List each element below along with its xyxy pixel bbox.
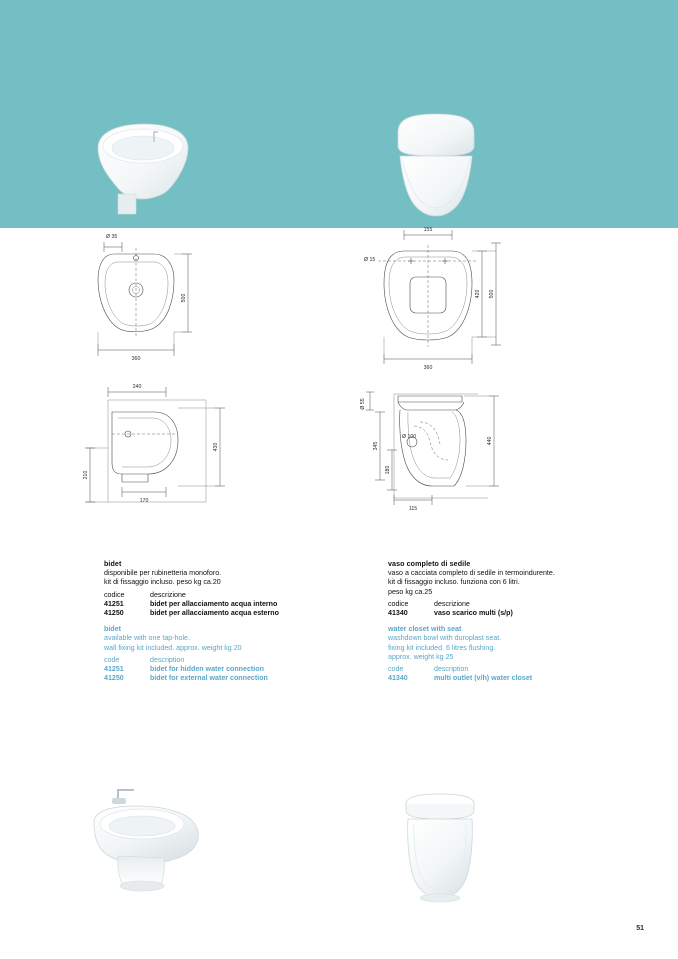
wc-desc-it-1: vaso a cacciata completo di sedile in termoindurente. [388,569,555,578]
bidet-head-desc-en: description [150,655,185,664]
table-row [388,674,648,683]
dim-bidet-side-top: 240 [132,384,142,390]
dim-wc-width: 360 [423,365,433,371]
bidet-desc-it-1: disponibile per rubinetteria monoforo. [104,569,222,578]
bidet-desc-it-2: kit di fissaggio incluso. peso kg ca.20 [104,578,221,587]
wc-desc-en-1: washdown bowl with duroplast seat. [388,634,502,643]
dim-bidet-width: 360 [131,356,141,362]
bidet-desc-en-1: available with one tap-hole. [104,634,190,643]
bidet-side-drawing [78,378,293,513]
wc-head-code-en: code [388,665,404,674]
dim-bidet-base: 170 [139,498,149,504]
wc-desc-it-3: peso kg ca.25 [388,587,433,596]
bidet-row-desc-en-0: bidet for hidden water connection [150,665,264,674]
bidet-row-code-en-0: 41251 [104,665,124,674]
page-number: 51 [636,925,644,932]
bidet-plan-drawing [92,228,292,373]
bidet-row-desc-it-0: bidet per allacciamento acqua interno [150,599,278,608]
bidet-head-code-it: codice [104,590,125,599]
table-row [104,609,354,618]
wc-row-code-it-0: 41340 [388,609,408,618]
wc-row-desc-it-0: vaso scarico multi (s/p) [434,609,513,618]
wc-row-desc-en-0: multi outlet (v/h) water closet [434,674,533,683]
bidet-table-head-en [104,656,354,665]
dim-wc-h3: 440 [487,436,493,446]
dim-wc-outer: 500 [489,289,495,299]
dim-wc-hole: Ø 15 [364,257,376,263]
water-closet-photo-top [388,112,488,222]
dim-bidet-left: 210 [83,470,89,480]
water-closet-description-block [388,560,648,683]
dim-bidet-hole: Ø 35 [106,234,118,240]
bidet-row-code-it-0: 41251 [104,599,124,608]
bidet-row-desc-it-1: bidet per allacciamento acqua esterno [150,609,279,618]
bidet-row-code-en-1: 41250 [104,674,124,683]
table-row [104,600,354,609]
water-closet-plan-drawing [356,225,556,375]
bidet-photo-top [92,120,202,220]
wc-table-head-en [388,665,648,674]
dim-wc-pipe: Ø 55 [360,398,366,410]
bidet-head-code-en: code [104,655,120,664]
bidet-desc-en-2: wall fixing kit included. approx. weight kg 20 [104,643,242,652]
bidet-description-block [104,560,354,683]
bidet-row-code-it-1: 41250 [104,609,124,618]
water-closet-photo-bottom [382,790,502,905]
wc-head-desc-en: description [434,665,469,674]
dim-bidet-depth: 500 [181,293,187,303]
table-row [388,609,648,618]
dim-wc-outlet: Ø 100 [402,434,417,440]
table-row [104,674,354,683]
bidet-title-it: bidet [104,560,122,568]
wc-desc-en-2: fixing kit included. 6 litres flushing. [388,643,496,652]
wc-head-desc-it: descrizione [434,599,470,608]
wc-table-head-it [388,600,648,609]
dim-wc-base: 115 [408,506,418,512]
dim-bidet-height: 430 [213,442,219,452]
wc-title-en: water closet with seat [388,625,462,634]
wc-row-code-en-0: 41340 [388,674,408,683]
wc-desc-en-3: approx. weight kg 25 [388,652,454,661]
wc-title-it: vaso completo di sedile [388,560,471,568]
bidet-row-desc-en-1: bidet for external water connection [150,674,268,683]
water-closet-side-drawing [350,378,565,513]
bidet-table-head-it [104,591,354,600]
dim-wc-h1: 345 [373,441,379,451]
bidet-head-desc-it: descrizione [150,590,186,599]
wc-head-code-it: codice [388,599,409,608]
dim-wc-top: 155 [423,227,433,233]
bidet-title-en: bidet [104,625,121,634]
dim-wc-inner: 420 [475,289,481,299]
dim-wc-h2: 180 [385,465,391,475]
bidet-photo-bottom [78,782,213,902]
table-row [104,665,354,674]
wc-desc-it-2: kit di fissaggio incluso. funziona con 6 litri. [388,578,520,587]
